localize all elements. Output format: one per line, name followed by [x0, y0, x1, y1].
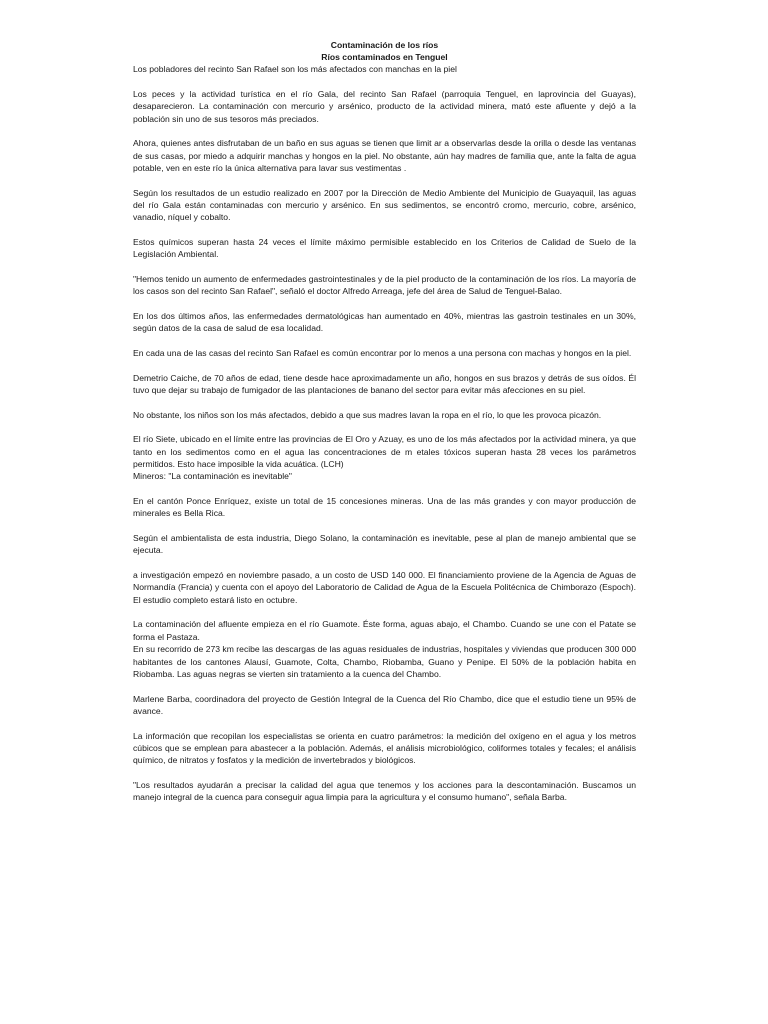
paragraph: El río Siete, ubicado en el límite entre las provincias de El Oro y Azuay, es uno de los más afectados por la actividad minera, ya que tanto en los sedimentos como en el agua las concentraciones de m etales tóxicos superan hasta 28 veces los parámetros permitidos. Esto hace imposible la vida acuática. (LCH): [133, 434, 636, 469]
paragraph: Ahora, quienes antes disfrutaban de un baño en sus aguas se tienen que limit ar a observarlas desde la orilla o desde las ventanas de sus casas, por miedo a adquirir manchas y hongos en la piel. No obstante, aún hay madres de familia que, ante la falta de agua potable, ven en este río la única alternativa para lavar sus vestimentas .: [133, 138, 636, 173]
paragraph: Marlene Barba, coordinadora del proyecto de Gestión Integral de la Cuenca del Río Chambo, dice que el estudio tiene un 95% de avance.: [133, 693, 636, 717]
document-body: [133, 40, 636, 816]
document-subtitle: Ríos contaminados en Tenguel: [321, 51, 448, 62]
paragraph: Los peces y la actividad turística en el río Gala, del recinto San Rafael (parroquia Tenguel, en laprovincia del Guayas), desaparecieron. La contaminación con mercurio y arsénico, producto de la actividad minera, mató este afluente y dejó a la población sin uno de sus tesoros más preciados.: [133, 88, 636, 124]
paragraph: "Hemos tenido un aumento de enfermedades gastrointestinales y de la piel producto de la contaminación de los ríos. La mayoría de los casos son del recinto San Rafael", señaló el doctor Alfredo Arreaga, jefe del área de Salud de Tenguel-Balao.: [133, 274, 636, 297]
section-heading: Mineros: "La contaminación es inevitable": [133, 471, 292, 482]
paragraph-lead: Los pobladores del recinto San Rafael son los más afectados con manchas en la piel: [133, 64, 457, 75]
paragraph: En cada una de las casas del recinto San Rafael es común encontrar por lo menos a una persona con machas y hongos en la piel.: [133, 348, 632, 358]
paragraph: No obstante, los niños son los más afectados, debido a que sus madres lavan la ropa en el río, lo que les provoca picazón.: [133, 409, 602, 420]
paragraph: "Los resultados ayudarán a precisar la calidad del agua que tenemos y los acciones para la descontaminación. Buscamos un manejo integral de la cuenca para conseguir agua limpia para la agricultura y el consumo humano", señala Barba.: [133, 780, 636, 803]
paragraph: La información que recopilan los especialistas se orienta en cuatro parámetros: la medición del oxígeno en el agua y los metros cúbicos que se emplean para abastecer a la población. Además, el análisis microbiológico, coliformes totales y fecales; el análisis químico, de nitratos y fosfatos y la medición de invertebrados y biológicos.: [133, 730, 636, 766]
paragraph: En el cantón Ponce Enríquez, existe un total de 15 concesiones mineras. Una de las más grandes y con mayor producción de minerales es Bella Rica.: [133, 496, 636, 519]
paragraph: Según el ambientalista de esta industria, Diego Solano, la contaminación es inevitable, pese al plan de manejo ambiental que se ejecuta.: [133, 533, 636, 556]
paragraph: Estos químicos superan hasta 24 veces el límite máximo permisible establecido en los Criterios de Calidad de Suelo de la Legislación Ambiental.: [133, 237, 636, 260]
paragraph: La contaminación del afluente empieza en el río Guamote. Éste forma, aguas abajo, el Chambo. Cuando se une con el Patate se forma el Pastaza.: [133, 619, 636, 642]
paragraph: Según los resultados de un estudio realizado en 2007 por la Dirección de Medio Ambiente del Municipio de Guayaquil, las aguas del río Gala están contaminadas con mercurio y arsénico. En sus sedimentos, se encontró cromo, mercurio, cobre, arsénico, vanadio, níquel y cobalto.: [133, 187, 636, 223]
paragraph: a investigación empezó en noviembre pasado, a un costo de USD 140 000. El financiamiento proviene de la Agencia de Aguas de Normandía (Francia) y cuenta con el apoyo del Laboratorio de Calidad de Agua de la Escuela Politécnica de Chimborazo (Espoch). El estudio completo estará listo en octubre.: [133, 570, 636, 605]
paragraph: En los dos últimos años, las enfermedades dermatológicas han aumentado en 40%, mientras las gastroin testinales en un 30%, según datos de la casa de salud de esa localidad.: [133, 311, 636, 334]
document-title: Contaminación de los ríos: [330, 40, 439, 50]
paragraph: En su recorrido de 273 km recibe las descargas de las aguas residuales de industrias, hospitales y viviendas que producen 300 000 habitantes de los cantones Alausí, Guamote, Colta, Chambo, Riobamba, Guano y Penipe. El 50% de la población habita en Riobamba. Las aguas negras se vierten sin tratamiento a la cuenca del Chambo.: [133, 644, 636, 680]
paragraph: Demetrio Caiche, de 70 años de edad, tiene desde hace aproximadamente un año, hongos en sus brazos y detrás de sus oídos. Él tuvo que dejar su trabajo de fumigador de las plantaciones de banano del sector para evitar más afecciones en su piel.: [133, 372, 636, 395]
